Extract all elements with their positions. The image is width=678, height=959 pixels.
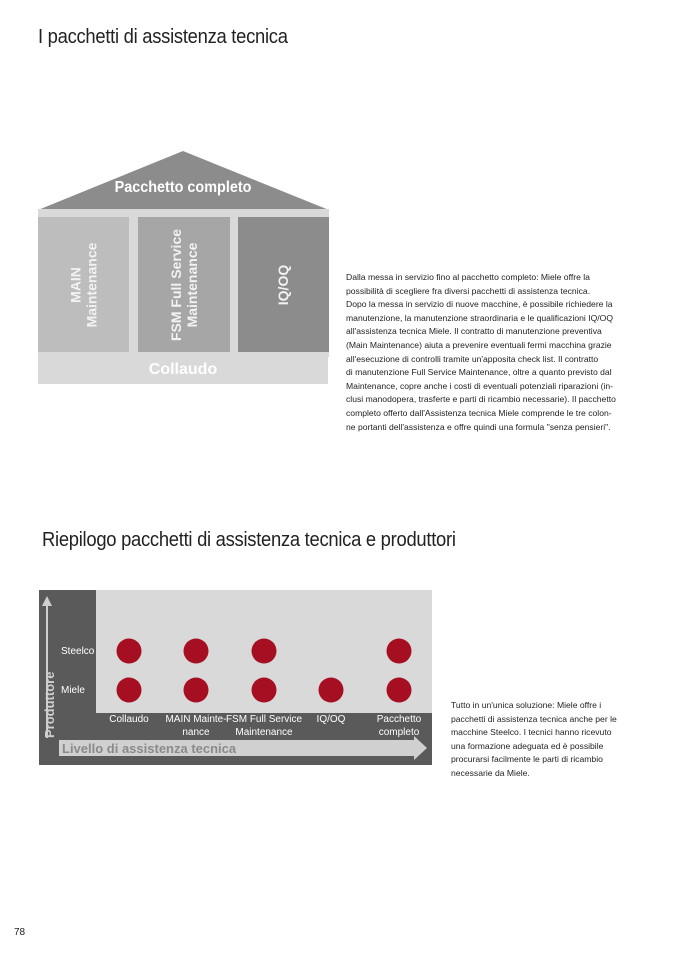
pillar-label-line1: MAIN — [67, 266, 84, 303]
text-line: di manutenzione Full Service Maintenance, oltre a quanto previsto dal — [346, 367, 612, 378]
text-line: pacchetti di assistenza tecnica anche per le — [451, 713, 617, 724]
text-line: una formazione adeguata ed è possibile — [451, 740, 604, 751]
column-label-collaudo — [109, 713, 148, 726]
text-line: Tutto in un'unica soluzione: Miele offre i — [451, 700, 602, 710]
x-axis-label: Livello di assistenza tecnica — [62, 741, 237, 756]
column-label-fsm — [226, 713, 302, 739]
text-line: all'assistenza tecnica Miele. Il contratto di manutenzione preventiva — [346, 326, 602, 337]
text-line: all'esecuzione di controlli tramite un'apposita check list. Il contratto — [346, 353, 599, 364]
column-label-line1: Pacchetto — [376, 714, 422, 725]
row-label-steelco: Steelco — [61, 646, 95, 657]
column-label-line1: FSM Full Service — [225, 714, 303, 725]
pillar-iq-oq — [238, 217, 329, 352]
text-line: Maintenance, copre anche i costi di eventuali potenziali riparazioni (in- — [346, 380, 614, 391]
page-number: 78 — [14, 927, 26, 938]
pillar-label-line1: IQ/OQ — [275, 264, 292, 305]
pillar-main-maintenance — [38, 217, 129, 352]
availability-dot-miele-4 — [387, 678, 412, 703]
availability-dot-steelco-0 — [117, 639, 142, 664]
pillar-label-line1: FSM Full Service — [168, 228, 185, 341]
availability-dot-miele-3 — [319, 678, 344, 703]
availability-dot-steelco-4 — [387, 639, 412, 664]
column-label-line1: IQ/OQ — [316, 714, 346, 725]
text-line: necessarie da Miele. — [451, 767, 530, 778]
text-line: ne portanti dell'assistenza e offre quindi una formula "senza pensieri". — [346, 421, 611, 432]
y-axis-label: Produttore — [42, 671, 57, 738]
text-line: Dopo la messa in servizio di nuove macchine, è possibile richiedere la — [346, 299, 613, 310]
text-line: possibilità di scegliere fra diversi pacchetti di assistenza tecnica. — [346, 285, 591, 296]
availability-dot-steelco-2 — [252, 639, 277, 664]
column-label-line1: MAIN Mainte- — [165, 714, 227, 725]
text-line: completo offerto dall'Assistenza tecnica Miele comprende le tre colon- — [346, 407, 612, 418]
pillar-label-line2: Maintenance — [83, 242, 100, 327]
column-label-line2: Maintenance — [235, 727, 293, 738]
column-label-main-maintenance — [165, 713, 226, 739]
text-line: procurarsi facilmente le parti di ricambio — [451, 754, 603, 765]
section-title: Riepilogo pacchetti di assistenza tecnica e produttori — [42, 529, 456, 551]
availability-dot-miele-2 — [252, 678, 277, 703]
text-line: clusi manodopera, trasferte e parti di ricambio necessarie). Il pacchetto — [346, 394, 616, 405]
column-label-line2: completo — [378, 727, 420, 738]
text-line: (Main Maintenance) aiuta a prevenire eventuali fermi macchina grazie — [346, 339, 612, 350]
column-label-line2: nance — [182, 727, 210, 738]
text-line: Dalla messa in servizio fino al pacchetto completo: Miele offre la — [346, 272, 590, 282]
column-label-iq-oq — [317, 713, 346, 726]
section-title: I pacchetti di assistenza tecnica — [38, 26, 288, 48]
column-label-pacchetto-completo — [377, 713, 421, 739]
availability-dot-miele-0 — [117, 678, 142, 703]
availability-dot-steelco-1 — [184, 639, 209, 664]
text-line: macchine Steelco. I tecnici hanno ricevuto — [451, 727, 612, 738]
text-line: manutenzione, la manutenzione straordinaria e le qualificazioni IQ/OQ — [346, 312, 614, 323]
availability-dot-miele-1 — [184, 678, 209, 703]
description-paragraph — [346, 271, 642, 434]
base-label: Collaudo — [38, 356, 328, 384]
row-label-miele: Miele — [61, 685, 85, 696]
roof-label: Pacchetto completo — [114, 179, 252, 196]
summary-paragraph — [451, 699, 636, 781]
pillar-fsm-full-service — [138, 217, 230, 352]
column-label-line1: Collaudo — [109, 714, 149, 725]
pillar-label-line2: Maintenance — [184, 242, 201, 327]
